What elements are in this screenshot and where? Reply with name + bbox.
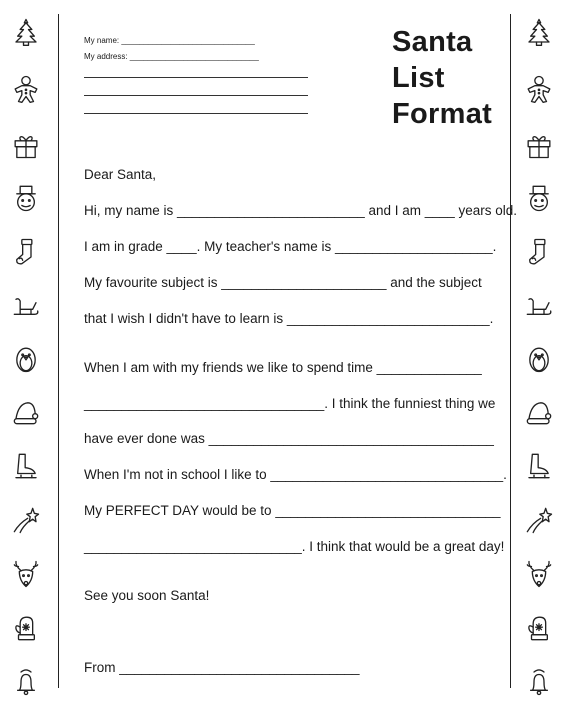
ice-skate-icon <box>8 446 44 486</box>
letter-line-funniest: ________________________________. I think the funniest thing we <box>84 396 496 411</box>
gingerbread-man-icon <box>8 69 44 109</box>
letter-line-perfect-day: My PERFECT DAY would be to ______________________________ <box>84 503 501 518</box>
letter-line-great-day: _____________________________. I think that would be a great day! <box>84 539 505 554</box>
address-line <box>84 95 308 96</box>
letter-line-friends: When I am with my friends we like to spend time ______________ <box>84 360 482 375</box>
christmas-tree-icon <box>521 12 557 52</box>
santa-hat-icon <box>521 392 557 432</box>
letter-line-funniest-done: have ever done was ______________________________________ <box>84 431 494 446</box>
sleigh-icon <box>521 286 557 326</box>
bell-icon <box>521 662 557 702</box>
bell-icon <box>8 662 44 702</box>
snowman-icon <box>8 178 44 218</box>
letter-line-favourite-subject: My favourite subject is ______________________ and the subject <box>84 275 482 290</box>
snowman-icon <box>521 178 557 218</box>
stocking-icon <box>521 232 557 272</box>
gift-box-icon <box>521 125 557 165</box>
shooting-star-icon <box>521 500 557 540</box>
penguin-icon <box>8 339 44 379</box>
reindeer-icon <box>521 554 557 594</box>
shooting-star-icon <box>8 500 44 540</box>
letter-line-grade-teacher: I am in grade ____. My teacher's name is _____________________. <box>84 239 497 254</box>
gingerbread-man-icon <box>521 69 557 109</box>
mitten-icon <box>8 608 44 648</box>
address-line <box>84 77 308 78</box>
letter-closing: See you soon Santa! <box>84 588 210 603</box>
sleigh-icon <box>8 286 44 326</box>
right-border-line <box>510 14 511 688</box>
my-name-field: My name: ______________________________ <box>84 36 255 45</box>
my-address-field: My address: _____________________________ <box>84 52 259 61</box>
letter-line-name-age: Hi, my name is _________________________ and I am ____ years old. <box>84 203 518 218</box>
ice-skate-icon <box>521 446 557 486</box>
mitten-icon <box>521 608 557 648</box>
santa-hat-icon <box>8 392 44 432</box>
penguin-icon <box>521 339 557 379</box>
reindeer-icon <box>8 554 44 594</box>
page-title <box>392 24 492 132</box>
christmas-tree-icon <box>8 12 44 52</box>
stocking-icon <box>8 232 44 272</box>
left-border-line <box>58 14 59 688</box>
address-line <box>84 113 308 114</box>
letter-line-disliked-subject: that I wish I didn't have to learn is ___________________________. <box>84 311 494 326</box>
title-line: List <box>392 62 445 94</box>
letter-line-not-in-school: When I'm not in school I like to _______________________________. <box>84 467 507 482</box>
title-line: Format <box>392 98 493 130</box>
letter-from: From ________________________________ <box>84 660 360 675</box>
title-line: Santa <box>392 26 473 58</box>
gift-box-icon <box>8 125 44 165</box>
letter-greeting: Dear Santa, <box>84 167 157 182</box>
